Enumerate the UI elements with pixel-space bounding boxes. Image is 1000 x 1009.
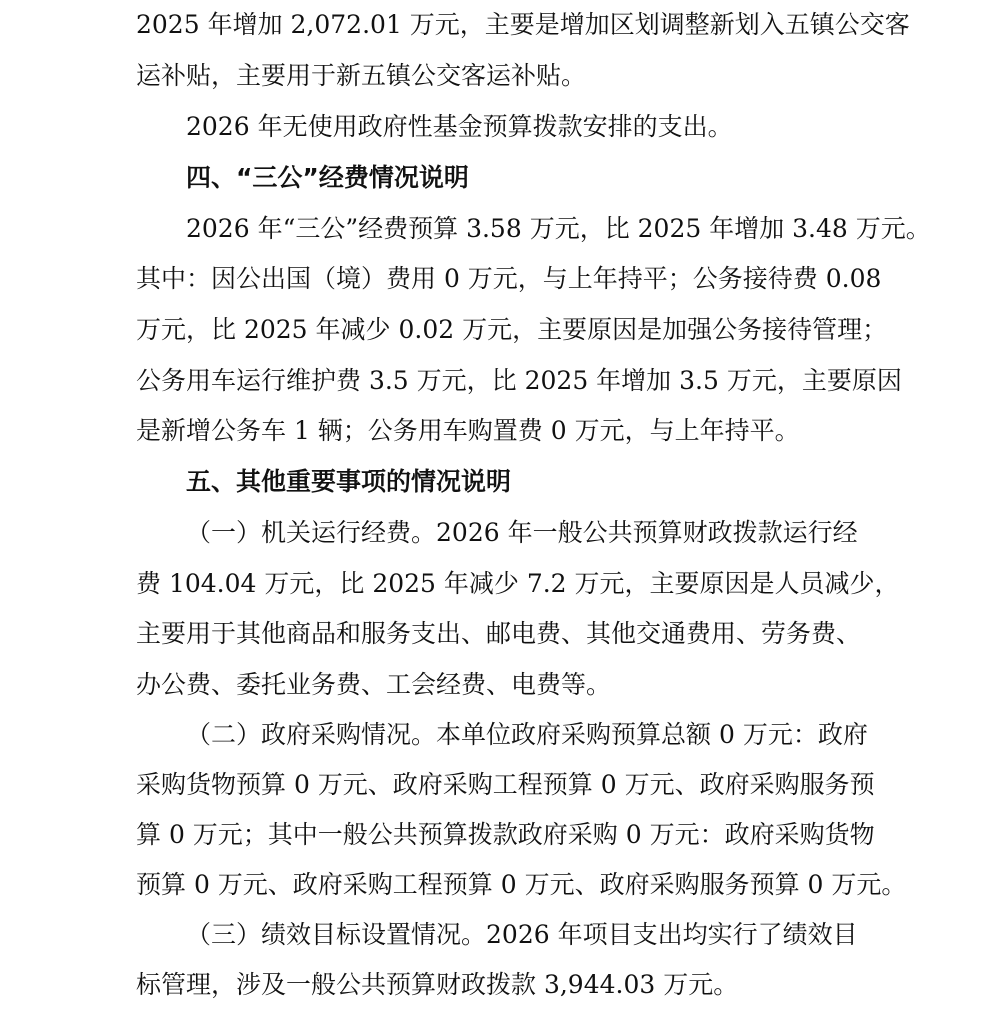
paragraph-line (186, 516, 858, 550)
paragraph-line: 算 0 万元；其中一般公共预算拨款政府采购 0 万元：政府采购货物 (136, 820, 875, 849)
paragraph-text: 2026 年一般公共预算财政拨款运行经 (436, 518, 858, 547)
paragraph-line: 采购货物预算 0 万元、政府采购工程预算 0 万元、政府采购服务预 (136, 770, 875, 799)
paragraph-line (186, 718, 868, 752)
paragraph-text: 本单位政府采购预算总额 0 万元：政府 (436, 720, 868, 749)
paragraph-line: 万元，比 2025 年减少 0.02 万元，主要原因是加强公务接待管理； (136, 315, 888, 344)
paragraph-line: 2026 年“三公”经费预算 3.58 万元，比 2025 年增加 3.48 万元。 (186, 214, 931, 243)
paragraph-line: 费 104.04 万元，比 2025 年减少 7.2 万元，主要原因是人员减少， (136, 569, 900, 598)
paragraph-line: 预算 0 万元、政府采购工程预算 0 万元、政府采购服务预算 0 万元。 (136, 870, 907, 899)
subheading: （三）绩效目标设置情况。 (186, 920, 487, 949)
paragraph-line: 办公费、委托业务费、工会经费、电费等。 (136, 670, 612, 699)
subheading: （一）机关运行经费。 (186, 518, 437, 547)
paragraph-line: 运补贴，主要用于新五镇公交客运补贴。 (136, 61, 587, 90)
paragraph-line: 公务用车运行维护费 3.5 万元，比 2025 年增加 3.5 万元，主要原因 (136, 366, 902, 395)
paragraph-line: 主要用于其他商品和服务支出、邮电费、其他交通费用、劳务费、 (136, 619, 862, 648)
paragraph-line: 2025 年增加 2,072.01 万元，主要是增加区划调整新划入五镇公交客 (136, 10, 910, 39)
paragraph-line: 其中：因公出国（境）费用 0 万元，与上年持平；公务接待费 0.08 (136, 264, 882, 293)
paragraph-line: 2026 年无使用政府性基金预算拨款安排的支出。 (186, 112, 733, 141)
section-heading-5: 五、其他重要事项的情况说明 (186, 467, 512, 496)
paragraph-text: 2026 年项目支出均实行了绩效目 (486, 920, 858, 949)
paragraph-line: 是新增公务车 1 辆；公务用车购置费 0 万元，与上年持平。 (136, 416, 800, 445)
paragraph-line (186, 918, 858, 952)
paragraph-line: 标管理，涉及一般公共预算财政拨款 3,944.03 万元。 (136, 970, 739, 999)
subheading: （二）政府采购情况。 (186, 720, 437, 749)
section-heading-4: 四、“三公”经费情况说明 (186, 163, 469, 192)
